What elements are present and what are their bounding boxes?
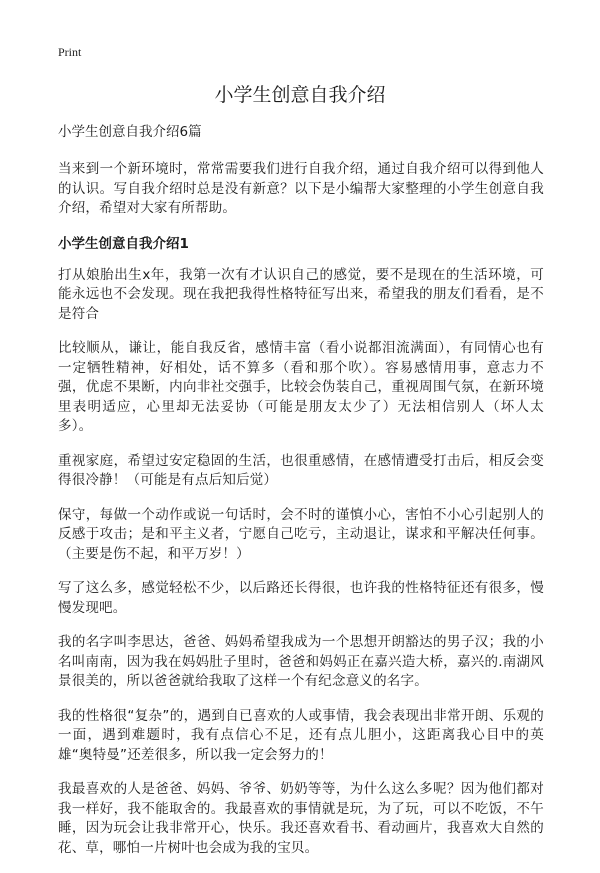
body-paragraph: 打从娘胎出生x年，我第一次有才认识自己的感觉，要不是现在的生活环境，可能永远也不会发现。现在我把我得性格特征写出来，希望我的朋友们看看，是不是符合 [58, 266, 544, 322]
document-body [58, 122, 544, 873]
page-title: 小学生创意自我介绍 [214, 84, 386, 106]
body-paragraph: 我的性格很“复杂”的，遇到自已喜欢的人或事情，我会表现出非常开朗、乐观的一面，遇到难题时，我有点信心不足，还有点儿胆小，这距离我心目中的英雄“奥特曼”还差很多，所以我一定会努力的！ [58, 707, 544, 763]
section-heading: 小学生创意自我介绍1 [58, 235, 189, 252]
body-paragraph: 重视家庭，希望过安定稳固的生活，也很重感情，在感情遭受打击后，相反会变得很冷静！（可能是有点后知后觉） [58, 452, 544, 488]
body-paragraph: 我最喜欢的人是爸爸、妈妈、爷爷、奶奶等等，为什么这么多呢？因为他们都对我一样好，我不能取舍的。我最喜欢的事情就是玩，为了玩，可以不吃饭，不午睡，因为玩会让我非常开心，快乐。我还喜欢看书、看动画片，我喜欢大自然的花、草，哪怕一片树叶也会成为我的宝贝。 [58, 781, 544, 856]
document-subtitle: 小学生创意自我介绍6篇 [58, 124, 202, 140]
body-paragraph: 我的名字叫李思达，爸爸、妈妈希望我成为一个思想开朗豁达的男子汉；我的小名叫南南，因为我在妈妈肚子里时，爸爸和妈妈正在嘉兴造大桥，嘉兴的.南湖风景很美的，所以爸爸就给我取了这样一个有纪念意义的名字。 [58, 634, 544, 689]
intro-paragraph: 当来到一个新环境时，常常需要我们进行自我介绍，通过自我介绍可以得到他人的认识。写自我介绍时总是没有新意？以下是小编帮大家整理的小学生创意自我介绍，希望对大家有所帮助。 [58, 161, 544, 216]
body-paragraph: 保守，每做一个动作或说一句话时，会不时的谨慎小心，害怕不小心引起别人的反感于攻击；是和平主义者，宁愿自己吃亏，主动退让，谋求和平解决任何事。（主要是伤不起，和平万岁！） [58, 506, 544, 562]
print-link[interactable]: Print [58, 45, 82, 59]
body-paragraph: 写了这么多，感觉轻松不少，以后路还长得很，也许我的性格特征还有很多，慢慢发现吧。 [58, 580, 544, 616]
body-paragraph: 比较顺从，谦让，能自我反省，感情丰富（看小说都泪流满面），有同情心也有一定牺牲精神，好相处，话不算多（看和那个吹）。容易感情用事，意志力不强，优虑不果断，内向非社交强手，比较会伪装自己，重视周围气氛，在新环境里表明适应，心里却无法妥协（可能是朋友太少了）无法相信别人（坏人太多）。 [58, 340, 544, 434]
